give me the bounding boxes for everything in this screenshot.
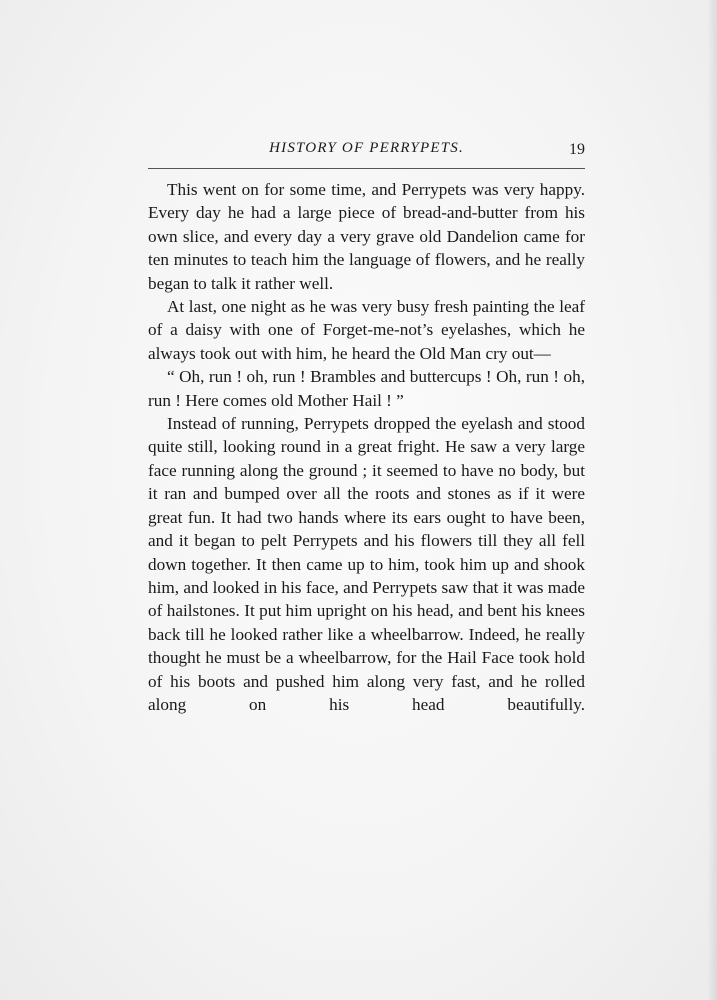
running-title: HISTORY OF PERRYPETS. <box>269 140 464 156</box>
page-header <box>148 136 585 162</box>
paragraph-3: “ Oh, run ! oh, run ! Brambles and buttercups ! Oh, run ! oh, run ! Here comes old Mother Hail ! ” <box>148 367 585 410</box>
body-text <box>148 178 585 716</box>
paragraph-1: This went on for some time, and Perrypets was very happy. Every day he had a large piece of bread-and-butter from his own slice, and every day a very grave old Dandelion came for ten minutes to teach him the language of flowers, and he really began to talk it rather well. <box>148 180 585 293</box>
header-rule <box>148 168 585 169</box>
paragraph-2: At last, one night as he was very busy fresh painting the leaf of a daisy with one of Forget-me-not’s eyelashes, which he always took out with him, he heard the Old Man cry out— <box>148 297 585 363</box>
page-number: 19 <box>569 141 585 158</box>
page-edge-shadow <box>707 0 717 1000</box>
paragraph-4: Instead of running, Perrypets dropped the eyelash and stood quite still, looking round in a great fright. He saw a very large face running along the ground ; it seemed to have no body, but it ran and bumped over all the roots and stones as if it were great fun. It had two hands where its ears ought to have been, and it began to pelt Perrypets and his flowers till they all fell down together. It then came up to him, took him up and shook him, and looked in his face, and Perrypets saw that it was made of hailstones. It put him upright on his head, and bent his knees back till he looked rather like a wheelbarrow. Indeed, he really thought he must be a wheelbarrow, for the Hail Face took hold of his boots and pushed him along very fast, and he rolled along on his head beautifully. <box>148 414 585 714</box>
